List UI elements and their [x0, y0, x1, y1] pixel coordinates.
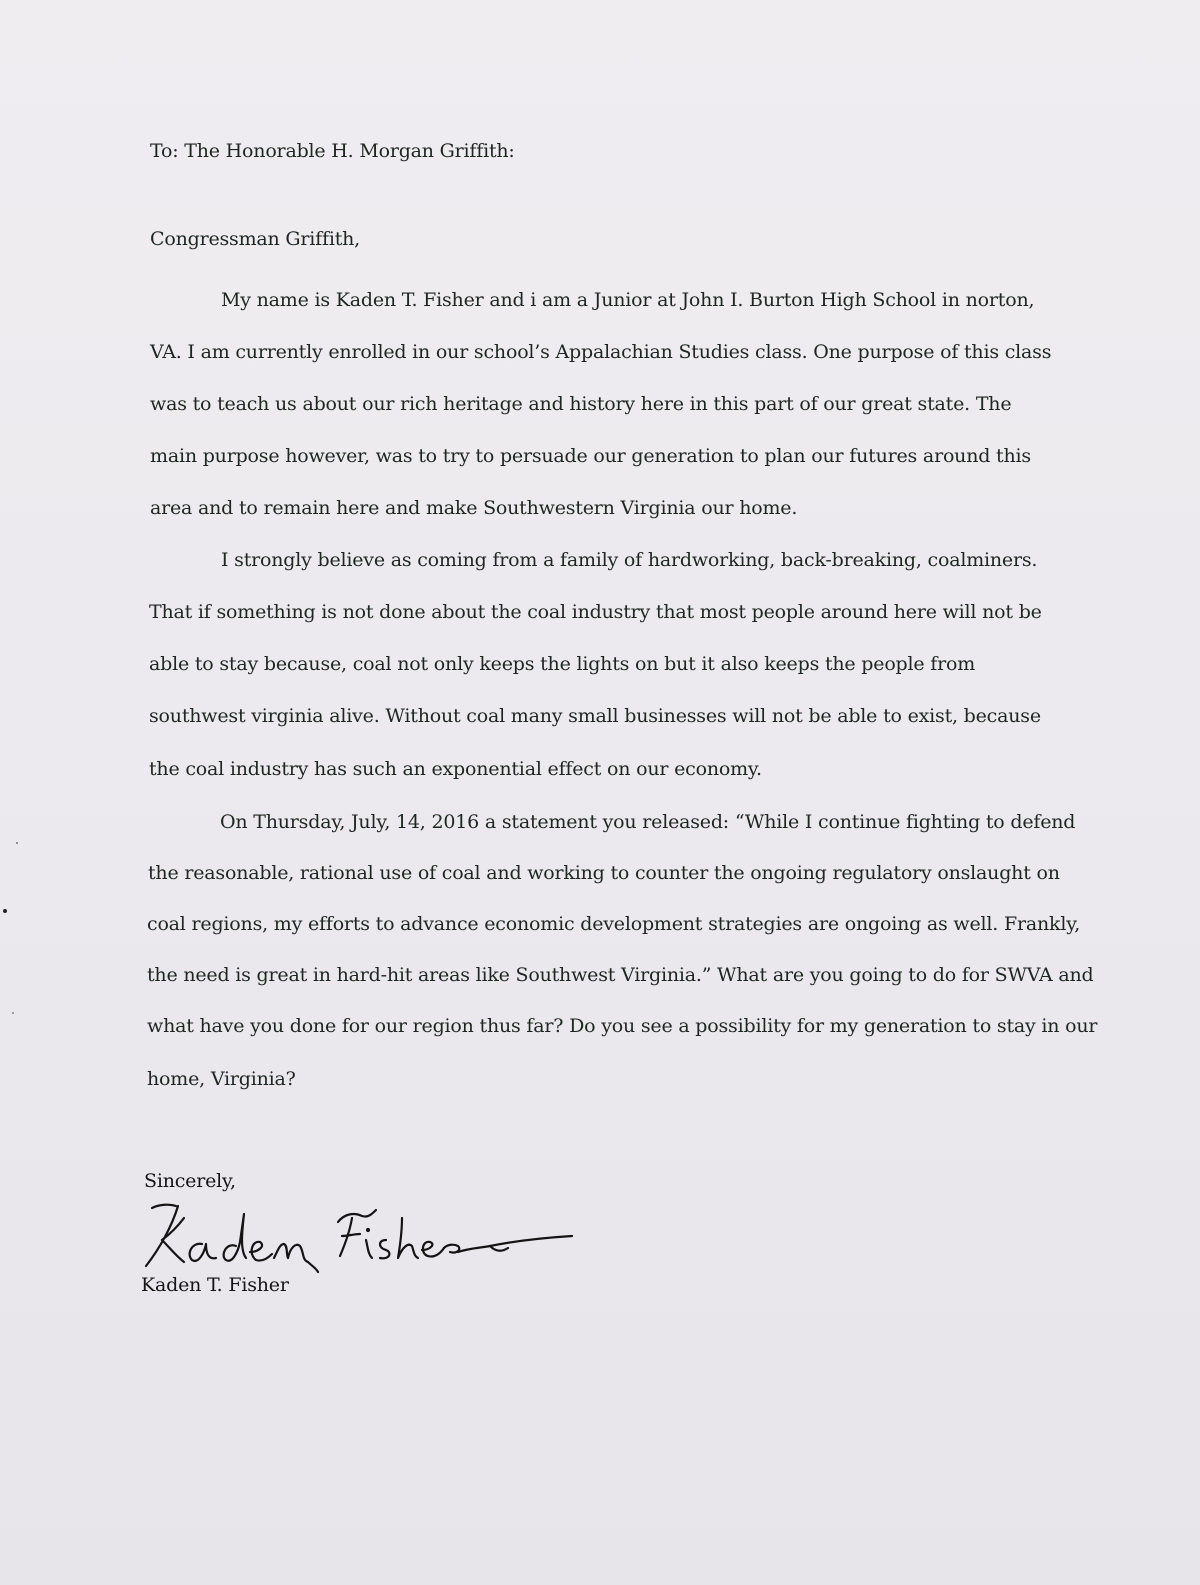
closing: Sincerely,: [144, 1170, 236, 1192]
paragraph-2-line-5: the coal industry has such an exponential effect on our economy.: [149, 758, 762, 780]
paragraph-1-line-2: VA. I am currently enrolled in our school’s Appalachian Studies class. One purpose of this class: [150, 341, 1052, 363]
paragraph-3-line-3: coal regions, my efforts to advance economic development strategies are ongoing as well. Frankly,: [147, 913, 1081, 935]
paragraph-3-line-5: what have you done for our region thus far? Do you see a possibility for my generation to stay in our: [147, 1015, 1098, 1037]
paragraph-2-line-4: southwest virginia alive. Without coal many small businesses will not be able to exist, because: [149, 705, 1041, 727]
printed-name: Kaden T. Fisher: [141, 1274, 289, 1296]
paragraph-2-line-2: That if something is not done about the coal industry that most people around here will not be: [149, 601, 1042, 623]
paragraph-3-line-6: home, Virginia?: [147, 1068, 296, 1090]
salutation: Congressman Griffith,: [150, 228, 361, 250]
paragraph-1-line-3: was to teach us about our rich heritage and history here in this part of our great state. The: [150, 393, 1012, 415]
paper-speck: [3, 909, 7, 913]
paragraph-3-line-1: On Thursday, July, 14, 2016 a statement you released: “While I continue fighting to defend: [220, 811, 1076, 833]
signature-handwritten: [140, 1196, 590, 1278]
paragraph-2-line-3: able to stay because, coal not only keeps the lights on but it also keeps the people from: [149, 653, 976, 675]
paragraph-1-line-1: My name is Kaden T. Fisher and i am a Junior at John I. Burton High School in norton,: [221, 289, 1035, 311]
paragraph-3-line-4: the need is great in hard-hit areas like Southwest Virginia.” What are you going to do for SWVA and: [147, 964, 1094, 986]
paragraph-1-line-4: main purpose however, was to try to persuade our generation to plan our futures around this: [150, 445, 1031, 467]
paper-speck: [16, 842, 18, 844]
paper-speck: [12, 1012, 14, 1014]
paragraph-3-line-2: the reasonable, rational use of coal and working to counter the ongoing regulatory onslaught on: [148, 862, 1060, 884]
addressee-line: To: The Honorable H. Morgan Griffith:: [150, 140, 515, 162]
paragraph-2-line-1: I strongly believe as coming from a family of hardworking, back-breaking, coalminers.: [221, 549, 1038, 571]
paragraph-1-line-5: area and to remain here and make Southwestern Virginia our home.: [150, 497, 798, 519]
